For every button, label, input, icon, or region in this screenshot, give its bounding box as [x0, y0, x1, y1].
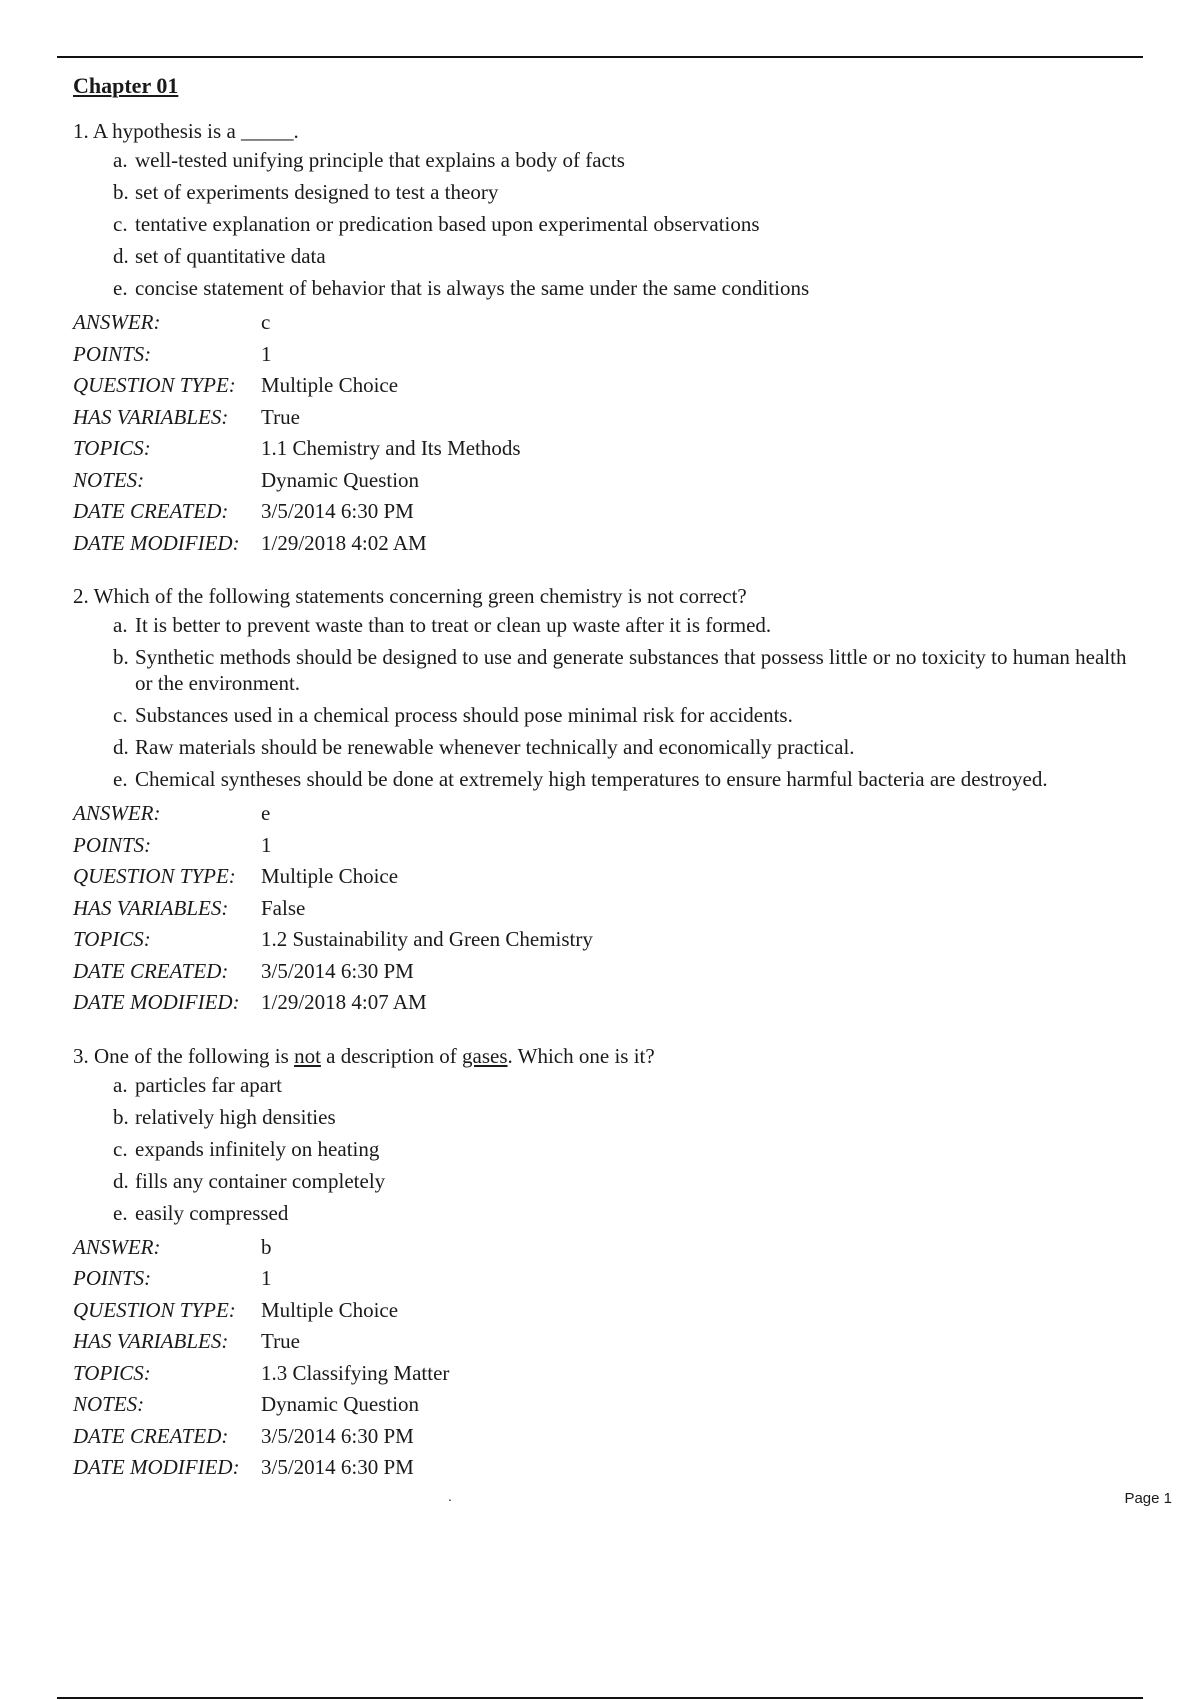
- meta-value: 1/29/2018 4:07 AM: [261, 990, 427, 1014]
- meta-label: ANSWER:: [73, 310, 161, 334]
- option-letter: b.: [113, 1104, 129, 1129]
- meta-label: DATE MODIFIED:: [73, 1455, 240, 1479]
- stem-text: . Which one is it?: [507, 1043, 655, 1068]
- meta-value: 3/5/2014 6:30 PM: [261, 958, 414, 983]
- top-rule: [57, 56, 1143, 58]
- meta-label: HAS VARIABLES:: [73, 404, 229, 429]
- option-text: set of experiments designed to test a theory: [135, 180, 499, 204]
- option-letter: e.: [113, 767, 128, 791]
- meta-value: e: [261, 801, 271, 825]
- stem-text: a description of: [320, 1043, 463, 1068]
- option-letter: a.: [113, 148, 128, 172]
- meta-value: Multiple Choice: [261, 373, 399, 397]
- option-letter: d.: [113, 735, 129, 759]
- meta-value: 1: [261, 832, 272, 857]
- meta-topics: [73, 1358, 1133, 1390]
- option-d: [73, 734, 1133, 760]
- option-letter: b.: [113, 645, 129, 669]
- meta-value: 3/5/2014 6:30 PM: [261, 499, 414, 523]
- meta-label: TOPICS:: [73, 1360, 151, 1385]
- answer-options: [73, 612, 1133, 792]
- option-b: [73, 1104, 1133, 1130]
- meta-label: POINTS:: [73, 341, 152, 366]
- question-2: [73, 581, 1133, 1019]
- option-text: expands infinitely on heating: [135, 1136, 380, 1161]
- meta-answer: [73, 1232, 1133, 1264]
- chapter-title: Chapter 01: [73, 73, 179, 98]
- option-letter: c.: [113, 1136, 128, 1161]
- meta-notes: [73, 1389, 1133, 1421]
- stem-underlined-not: not: [294, 1043, 321, 1068]
- question-stem: 1. A hypothesis is a _____.: [73, 119, 299, 143]
- option-text: fills any container completely: [135, 1168, 386, 1193]
- meta-value: Dynamic Question: [261, 1392, 420, 1416]
- meta-value: Multiple Choice: [261, 1297, 399, 1322]
- meta-notes: [73, 465, 1133, 497]
- meta-question-type: [73, 861, 1133, 893]
- option-text: set of quantitative data: [135, 244, 326, 268]
- option-a: [73, 147, 1133, 173]
- stem-underlined-gases: gases: [462, 1043, 508, 1068]
- meta-answer: [73, 798, 1133, 830]
- meta-value: 1: [261, 1266, 272, 1290]
- meta-value: 1/29/2018 4:02 AM: [261, 530, 427, 555]
- option-text: well-tested unifying principle that explains a body of facts: [135, 148, 625, 172]
- meta-value: 1.1 Chemistry and Its Methods: [261, 436, 521, 460]
- page-number: Page 1: [1124, 1490, 1172, 1507]
- stem-text: 3. One of the following is: [73, 1043, 295, 1068]
- meta-has-variables: [73, 402, 1133, 434]
- meta-label: HAS VARIABLES:: [73, 1329, 229, 1353]
- meta-value: Multiple Choice: [261, 864, 399, 888]
- option-letter: b.: [113, 180, 129, 204]
- question-3: [73, 1041, 1133, 1484]
- meta-label: QUESTION TYPE:: [73, 373, 236, 397]
- meta-topics: [73, 924, 1133, 956]
- option-d: [73, 243, 1133, 269]
- meta-date-created: [73, 956, 1133, 988]
- meta-label: TOPICS:: [73, 436, 151, 460]
- option-a: [73, 1072, 1133, 1098]
- meta-label: POINTS:: [73, 832, 152, 857]
- meta-value: True: [261, 1329, 300, 1353]
- meta-value: 1.3 Classifying Matter: [261, 1360, 450, 1385]
- meta-value: Dynamic Question: [261, 467, 420, 492]
- option-text: Substances used in a chemical process should pose minimal risk for accidents.: [135, 703, 793, 727]
- option-letter: e.: [113, 276, 128, 300]
- option-letter: d.: [113, 244, 129, 268]
- meta-has-variables: [73, 1326, 1133, 1358]
- meta-answer: [73, 307, 1133, 339]
- question-metadata: [73, 1232, 1133, 1484]
- meta-points: [73, 1263, 1133, 1295]
- meta-value: 1.2 Sustainability and Green Chemistry: [261, 927, 593, 951]
- meta-label: NOTES:: [73, 467, 145, 492]
- meta-label: HAS VARIABLES:: [73, 895, 229, 920]
- meta-label: ANSWER:: [73, 801, 161, 825]
- meta-label: POINTS:: [73, 1266, 152, 1290]
- question-1: [73, 116, 1133, 559]
- option-text: relatively high densities: [135, 1104, 336, 1129]
- meta-date-modified: [73, 1452, 1133, 1484]
- meta-date-modified: [73, 987, 1133, 1019]
- meta-date-modified: [73, 528, 1133, 560]
- option-text: Raw materials should be renewable whenever technically and economically practical.: [135, 735, 855, 759]
- meta-label: TOPICS:: [73, 927, 151, 951]
- bottom-rule: [57, 1697, 1143, 1699]
- page-content: [73, 70, 1133, 1484]
- question-metadata: [73, 307, 1133, 559]
- meta-topics: [73, 433, 1133, 465]
- meta-label: ANSWER:: [73, 1234, 161, 1259]
- meta-points: [73, 339, 1133, 371]
- option-letter: a.: [113, 1072, 128, 1097]
- option-a: [73, 612, 1133, 638]
- answer-options: [73, 147, 1133, 301]
- footer-mark: .: [448, 1488, 452, 1504]
- meta-label: DATE MODIFIED:: [73, 990, 240, 1014]
- answer-options: [73, 1072, 1133, 1226]
- meta-label: NOTES:: [73, 1392, 145, 1416]
- option-c: [73, 1136, 1133, 1162]
- option-text: Synthetic methods should be designed to use and generate substances that possess little or no toxicity to human health or the environment.: [135, 645, 1127, 695]
- meta-label: QUESTION TYPE:: [73, 864, 236, 888]
- meta-points: [73, 830, 1133, 862]
- question-stem: 2. Which of the following statements concerning green chemistry is not correct?: [73, 584, 747, 608]
- option-letter: e.: [113, 1200, 128, 1225]
- option-e: [73, 766, 1133, 792]
- meta-label: DATE CREATED:: [73, 1423, 229, 1448]
- meta-value: c: [261, 310, 271, 334]
- meta-label: QUESTION TYPE:: [73, 1297, 236, 1322]
- meta-label: DATE CREATED:: [73, 958, 229, 983]
- option-letter: d.: [113, 1168, 129, 1193]
- meta-value: True: [261, 404, 300, 429]
- meta-value: 3/5/2014 6:30 PM: [261, 1423, 414, 1448]
- option-text: tentative explanation or predication based upon experimental observations: [135, 212, 760, 236]
- meta-question-type: [73, 370, 1133, 402]
- meta-label: DATE MODIFIED:: [73, 530, 240, 555]
- meta-value: b: [261, 1234, 272, 1259]
- meta-has-variables: [73, 893, 1133, 925]
- option-text: easily compressed: [135, 1200, 289, 1225]
- option-letter: c.: [113, 703, 128, 727]
- meta-question-type: [73, 1295, 1133, 1327]
- option-text: It is better to prevent waste than to treat or clean up waste after it is formed.: [135, 613, 772, 637]
- meta-value: 1: [261, 341, 272, 366]
- option-c: [73, 211, 1133, 237]
- question-metadata: [73, 798, 1133, 1019]
- option-letter: c.: [113, 212, 128, 236]
- page-footer: [0, 1488, 1200, 1512]
- option-text: particles far apart: [135, 1072, 282, 1097]
- option-letter: a.: [113, 613, 128, 637]
- meta-value: 3/5/2014 6:30 PM: [261, 1455, 414, 1479]
- option-text: concise statement of behavior that is always the same under the same conditions: [135, 276, 810, 300]
- option-b: [73, 644, 1133, 696]
- question-stem: [73, 1041, 1133, 1072]
- option-e: [73, 1200, 1133, 1226]
- option-b: [73, 179, 1133, 205]
- option-e: [73, 275, 1133, 301]
- meta-label: DATE CREATED:: [73, 499, 229, 523]
- meta-value: False: [261, 895, 306, 920]
- option-c: [73, 702, 1133, 728]
- option-text: Chemical syntheses should be done at extremely high temperatures to ensure harmful bacteria are destroyed.: [135, 767, 1048, 791]
- meta-date-created: [73, 1421, 1133, 1453]
- option-d: [73, 1168, 1133, 1194]
- meta-date-created: [73, 496, 1133, 528]
